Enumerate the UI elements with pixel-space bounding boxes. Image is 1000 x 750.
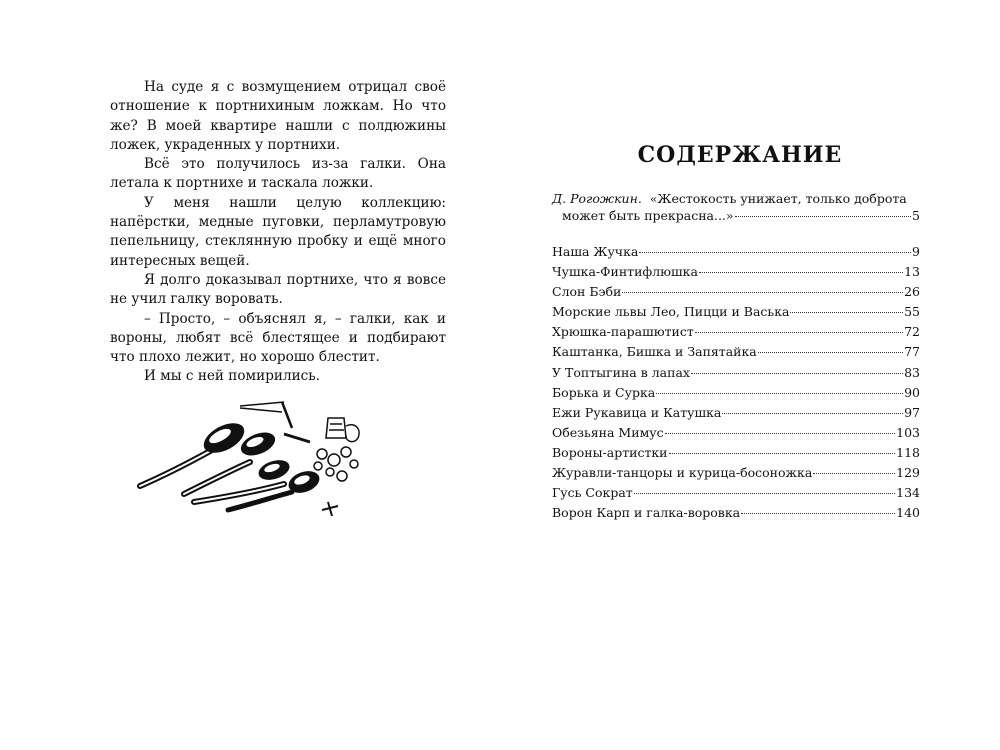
table-of-contents <box>552 190 920 523</box>
toc-entry-page-number: 77 <box>904 344 920 360</box>
toc-entry-title: Вороны-артистки <box>552 444 668 460</box>
toc-entry-title: Слон Бэби <box>552 284 622 300</box>
toc-entry[interactable] <box>552 503 920 523</box>
toc-entry-page-number: 97 <box>904 404 920 420</box>
dot-leader <box>758 351 903 353</box>
toc-entry-title: У Топтыгина в лапах <box>552 364 690 380</box>
toc-entry[interactable] <box>552 463 920 483</box>
dot-leader <box>665 432 895 434</box>
toc-entries <box>552 242 920 523</box>
dot-leader <box>699 271 903 273</box>
toc-entry[interactable] <box>552 363 920 383</box>
dot-leader <box>735 215 911 217</box>
paragraph: На суде я с возмущением отрицал своё отношение к портнихиным ложкам. Но что же? В моей квартире нашли с полдюжины ложек, украденных у портнихи. <box>110 79 446 153</box>
toc-entry[interactable] <box>552 262 920 282</box>
toc-entry[interactable] <box>552 282 920 302</box>
toc-entry[interactable] <box>552 322 920 342</box>
paragraph: Всё это получилось из-за галки. Она летала к портнихе и таскала ложки. <box>110 156 446 192</box>
toc-entry-page-number: 140 <box>896 505 920 521</box>
preface-line-2 <box>552 207 920 224</box>
toc-entry-title: Гусь Сократ <box>552 485 633 501</box>
toc-preface[interactable] <box>552 190 920 224</box>
toc-entry-title: Каштанка, Бишка и Запятайка <box>552 344 757 360</box>
dot-leader <box>695 331 903 333</box>
contents-title: СОДЕРЖАНИЕ <box>637 142 843 168</box>
preface-page-number: 5 <box>912 208 920 223</box>
dot-leader <box>722 412 903 414</box>
toc-entry-page-number: 72 <box>904 324 920 340</box>
toc-entry[interactable] <box>552 342 920 362</box>
toc-entry-title: Морские львы Лео, Пицци и Васька <box>552 304 790 320</box>
dot-leader <box>639 251 911 253</box>
toc-entry-page-number: 55 <box>904 304 920 320</box>
toc-entry-page-number: 26 <box>904 284 920 300</box>
toc-entry-page-number: 13 <box>904 264 920 280</box>
paragraph: – Просто, – объяснял я, – галки, как и вороны, любят всё блестящее и подбирают что плохо лежит, но хорошо блестит. <box>110 310 446 366</box>
toc-entry-title: Хрюшка-парашютист <box>552 324 694 340</box>
toc-entry-page-number: 118 <box>896 444 920 460</box>
preface-line-1 <box>552 190 920 207</box>
paragraph: Я долго доказывал портнихе, что я вовсе не учил галку воровать. <box>110 271 446 308</box>
preface-title-line-2: может быть прекрасна...» <box>562 208 734 223</box>
dot-leader <box>790 311 903 313</box>
preface-title-line-1: «Жестокость унижает, только доброта <box>649 191 907 206</box>
toc-entry[interactable] <box>552 383 920 403</box>
dot-leader <box>622 291 903 293</box>
dot-leader <box>741 512 895 514</box>
dot-leader <box>656 392 903 394</box>
dot-leader <box>813 472 895 474</box>
paragraph: И мы с ней помирились. <box>144 368 320 385</box>
paragraph: У меня нашли целую коллекцию: напёрстки, медные пуговки, перламутровую пепельницу, стеклянную пробку и ещё много интересных вещей. <box>110 194 446 269</box>
dot-leader <box>669 452 896 454</box>
toc-entry-page-number: 134 <box>896 485 920 501</box>
toc-entry-title: Ежи Рукавица и Катушка <box>552 404 722 420</box>
toc-entry[interactable] <box>552 443 920 463</box>
toc-entry-page-number: 129 <box>896 465 920 481</box>
toc-entry[interactable] <box>552 423 920 443</box>
toc-entry[interactable] <box>552 483 920 503</box>
toc-entry-title: Борька и Сурка <box>552 384 656 400</box>
toc-entry-title: Обезьяна Мимус <box>552 424 664 440</box>
toc-entry-page-number: 9 <box>912 244 920 259</box>
toc-entry[interactable] <box>552 302 920 322</box>
toc-entry-title: Чушка-Финтифлюшка <box>552 264 698 280</box>
toc-entry-page-number: 90 <box>904 384 920 400</box>
toc-entry-title: Ворон Карп и галка-воровка <box>552 505 741 521</box>
toc-entry-title: Наша Жучка <box>552 244 639 259</box>
story-text <box>110 78 446 387</box>
toc-entry-title: Журавли-танцоры и курица-босоножка <box>552 465 813 481</box>
dot-leader <box>691 372 903 374</box>
toc-entry-page-number: 83 <box>904 364 920 380</box>
dot-leader <box>634 492 895 494</box>
toc-entry[interactable] <box>552 242 920 262</box>
spoons-illustration <box>132 398 364 523</box>
toc-entry[interactable] <box>552 403 920 423</box>
preface-author: Д. Рогожкин. <box>552 191 642 206</box>
toc-entry-page-number: 103 <box>896 424 920 440</box>
